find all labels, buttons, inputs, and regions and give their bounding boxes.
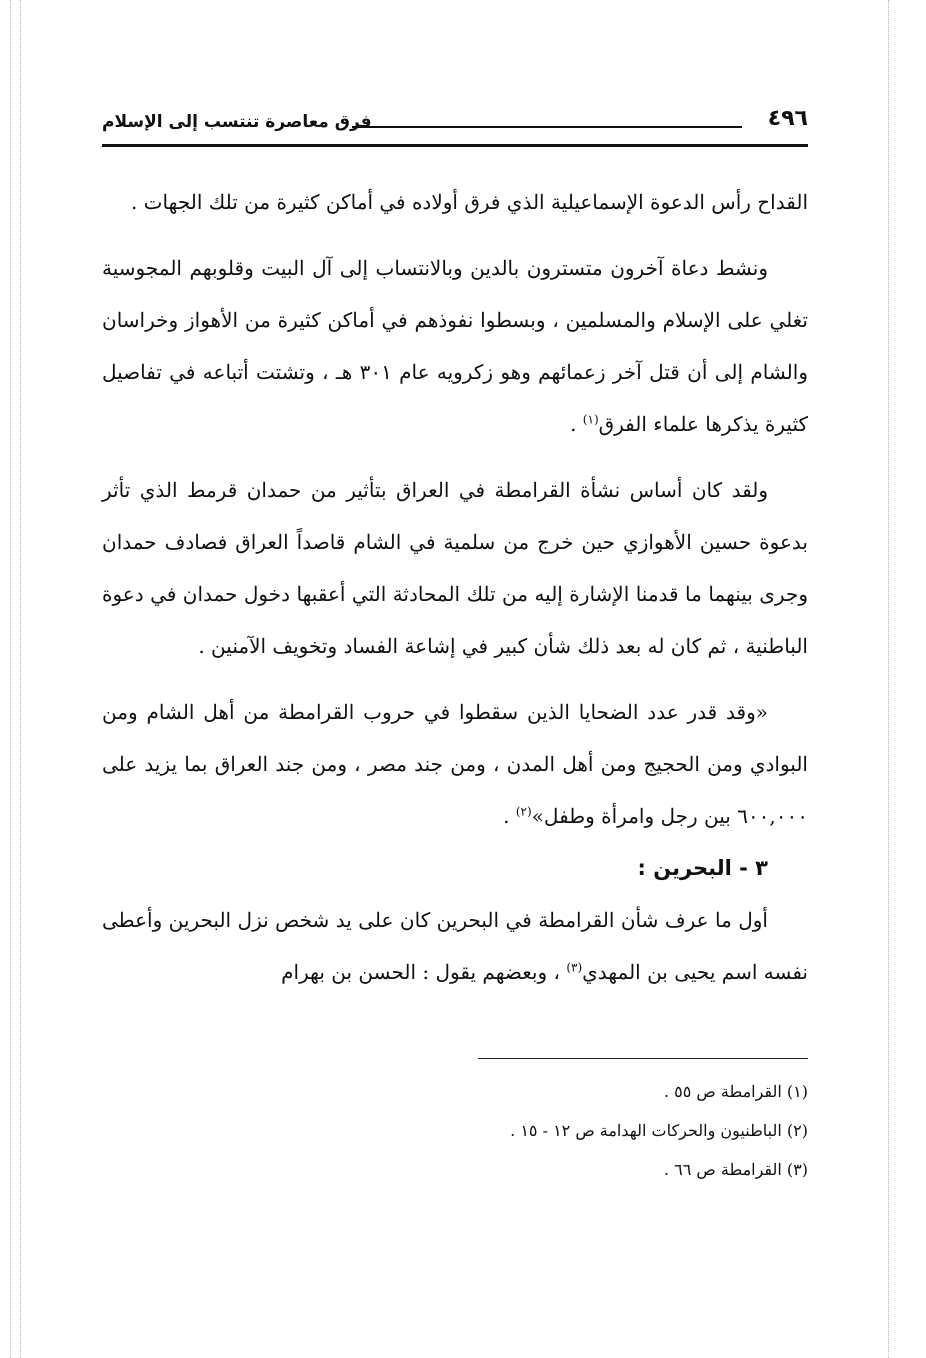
page-header bbox=[102, 106, 808, 140]
footnote-1: (١) القرامطة ص ٥٥ . bbox=[663, 1082, 808, 1101]
paragraph-2-end: . bbox=[570, 412, 583, 436]
paragraph-5-text: أول ما عرف شأن القرامطة في البحرين كان على يد شخص نزل البحرين وأعطى نفسه اسم يحيى بن المهدي bbox=[102, 908, 808, 984]
header-rule bbox=[102, 144, 808, 147]
footnote-2: (٢) الباطنيون والحركات الهدامة ص ١٢ - ١٥ . bbox=[510, 1121, 808, 1140]
paragraph-5 bbox=[102, 894, 808, 998]
scan-edge-left-inner bbox=[20, 0, 21, 1358]
scan-edge-right bbox=[888, 0, 889, 1358]
footnote-ref-2[interactable]: (٢) bbox=[515, 804, 532, 819]
footnote-rule bbox=[478, 1058, 808, 1059]
body-text bbox=[102, 176, 808, 998]
paragraph-5-end: ، وبعضهم يقول : الحسن بن بهرام bbox=[281, 960, 567, 984]
page-number: ٤٩٦ bbox=[767, 106, 808, 131]
scan-edge-left bbox=[10, 0, 11, 1358]
running-title: فرق معاصرة تنتسب إلى الإسلام bbox=[102, 112, 372, 132]
paragraph-4-text: «وقد قدر عدد الضحايا الذين سقطوا في حروب القرامطة من أهل الشام ومن البوادي ومن الحجيج ومن أهل المدن ، ومن جند مصر ، ومن جند العراق بما يزيد على ٦٠٠,٠٠٠ بين رجل وامرأة وطفل» bbox=[102, 700, 808, 828]
section-heading: ٣ - البحرين : bbox=[637, 856, 768, 880]
footnote-3: (٣) القرامطة ص ٦٦ . bbox=[663, 1160, 808, 1179]
header-line bbox=[352, 126, 742, 128]
footnote-ref-1[interactable]: (١) bbox=[582, 412, 599, 427]
paragraph-4-end: . bbox=[503, 804, 516, 828]
footnote-ref-3[interactable]: (٣) bbox=[566, 960, 583, 975]
paragraph-1: القداح رأس الدعوة الإسماعيلية الذي فرق أولاده في أماكن كثيرة من تلك الجهات . bbox=[130, 190, 808, 214]
paragraph-2 bbox=[102, 242, 808, 450]
footnotes bbox=[102, 1072, 808, 1189]
paragraph-4 bbox=[102, 686, 808, 842]
paragraph-2-text: ونشط دعاة آخرون متسترون بالدين وبالانتساب إلى آل البيت وقلوبهم المجوسية تغلي على الإسلام والمسلمين ، وبسطوا نفوذهم في أماكن كثيرة من الأهواز وخراسان والشام إلى أن قتل آخر زعمائهم وهو زكرويه عام ٣٠١ هـ ، وتشتت أتباعه في تفاصيل كثيرة يذكرها علماء الفرق bbox=[102, 256, 808, 436]
paragraph-3: ولقد كان أساس نشأة القرامطة في العراق بتأثير من حمدان قرمط الذي تأثر بدعوة حسين الأهوازي حين خرج من سلمية في الشام قاصداً العراق فصادف حمدان وجرى بينهما ما قدمنا الإشارة إليه من تلك المحادثة التي أعقبها دخول حمدان في دعوة الباطنية ، ثم كان له بعد ذلك شأن كبير في إشاعة الفساد وتخويف الآمنين . bbox=[102, 478, 808, 658]
